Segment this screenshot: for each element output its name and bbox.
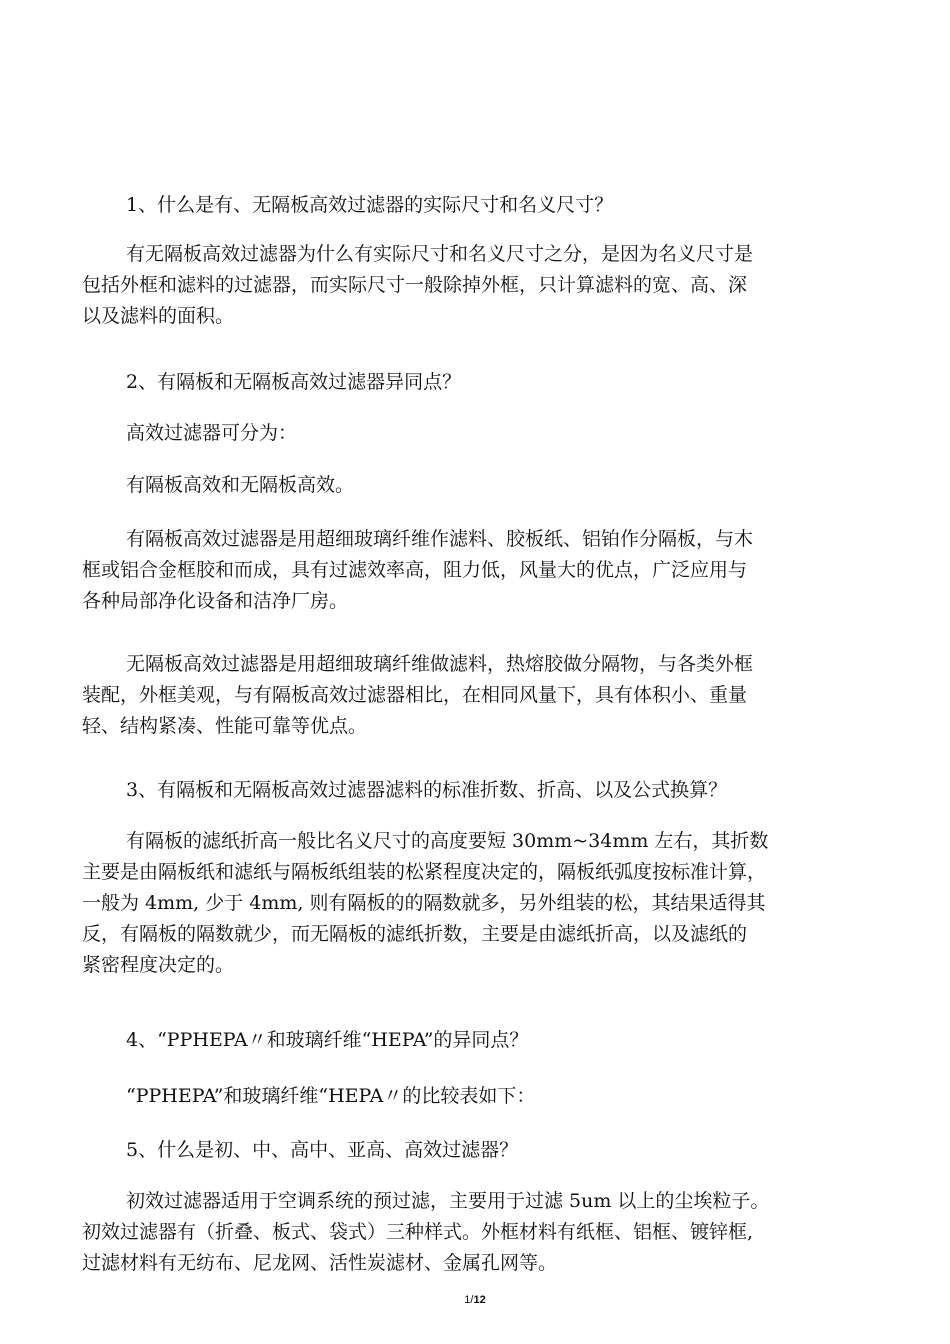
text-line: 各种局部净化设备和洁净厂房。: [82, 590, 349, 612]
page-total: 12: [473, 1294, 486, 1306]
text-line: 高效过滤器可分为：: [126, 422, 298, 444]
page-current: 1: [464, 1294, 471, 1306]
text-line: 主要是由隔板纸和滤纸与隔板纸组装的松紧程度决定的，隔板纸弧度按标准计算，: [82, 861, 767, 883]
page-number: [0, 1294, 950, 1306]
text-line: 有隔板高效过滤器是用超细玻璃纤维作滤料、胶板纸、铝铂作分隔板，与木: [126, 528, 754, 550]
text-line: 过滤材料有无纺布、尼龙网、活性炭滤材、金属孔网等。: [82, 1252, 558, 1274]
text-line: 反，有隔板的隔数就少，而无隔板的滤纸折数，主要是由滤纸折高，以及滤纸的: [82, 923, 748, 945]
text-line: 初效过滤器有（折叠、板式、袋式）三种样式。外框材料有纸框、铝框、镀锌框,: [82, 1221, 754, 1243]
text-line: 紧密程度决定的。: [82, 954, 235, 976]
answer-5-paragraph: [82, 1124, 868, 1341]
text-line: 装配，外框美观，与有隔板高效过滤器相比，在相同风量下，具有体积小、重量: [82, 684, 748, 706]
text-line: “PPHEPA”和玻璃纤维“HEPA〃的比较表如下：: [126, 1085, 536, 1107]
text-line: 1、什么是有、无隔板高效过滤器的实际尺寸和名义尺寸？: [126, 194, 614, 216]
text-line: 有无隔板高效过滤器为什么有实际尺寸和名义尺寸之分，是因为名义尺寸是: [126, 243, 754, 265]
text-line: 框或铝合金框胶和而成，具有过滤效率高，阻力低，风量大的优点，广泛应用与: [82, 559, 748, 581]
text-line: 4、“PPHEPA〃和玻璃纤维“HEPA”的异同点？: [126, 1029, 529, 1051]
text-line: 初效过滤器适用于空调系统的预过滤，主要用于过滤 5um 以上的尘埃粒子。: [126, 1190, 770, 1212]
text-line: 有隔板高效和无隔板高效。: [126, 474, 355, 496]
text-line: 有隔板的滤纸折高一般比名义尺寸的高度要短 30mm~34mm 左右，其折数: [126, 830, 769, 852]
text-line: 无隔板高效过滤器是用超细玻璃纤维做滤料，热熔胶做分隔物，与各类外框: [126, 653, 754, 675]
text-line: 以及滤料的面积。: [82, 305, 235, 327]
text-line: 包括外框和滤料的过滤器，而实际尺寸一般除掉外框，只计算滤料的宽、高、深: [82, 274, 748, 296]
text-line: 3、有隔板和无隔板高效过滤器滤料的标准折数、折高、以及公式换算？: [126, 779, 728, 801]
text-line: 一般为 4mm, 少于 4mm, 则有隔板的的隔数就多，另外组装的松，其结果适得其: [82, 892, 766, 914]
page-separator: /: [470, 1294, 474, 1306]
text-line: 5、什么是初、中、高中、亚高、高效过滤器？: [126, 1139, 519, 1161]
text-line: 轻、结构紧凑、性能可靠等优点。: [82, 715, 368, 737]
text-line: 2、有隔板和无隔板高效过滤器异同点？: [126, 371, 462, 393]
